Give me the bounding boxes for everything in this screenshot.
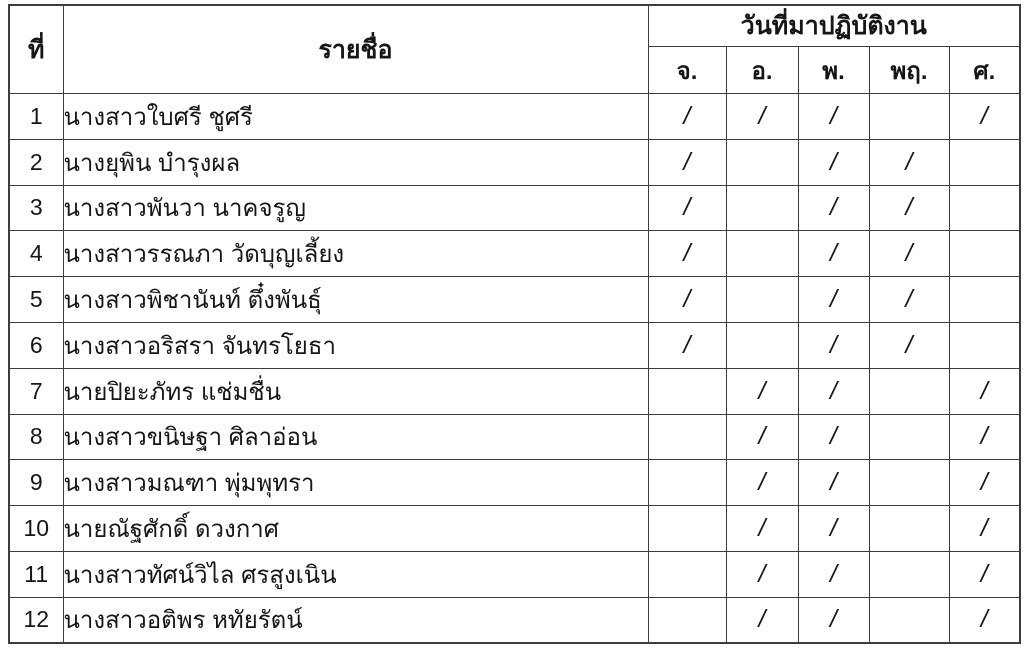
row-number-cell: 11 (9, 551, 63, 597)
table-row (9, 231, 1020, 277)
person-name-cell: นางสาวขนิษฐา ศิลาอ่อน (63, 414, 648, 460)
attendance-mark-monday (648, 597, 726, 643)
attendance-mark-thursday: / (869, 185, 949, 231)
attendance-mark-wednesday: / (798, 597, 869, 643)
attendance-mark-wednesday: / (798, 185, 869, 231)
attendance-mark-tuesday: / (726, 597, 798, 643)
attendance-mark-tuesday: / (726, 551, 798, 597)
person-name-cell: นางสาวรรณภา วัดบุญเลี้ยง (63, 231, 648, 277)
attendance-mark-tuesday: / (726, 460, 798, 506)
attendance-mark-tuesday (726, 139, 798, 185)
table-row (9, 414, 1020, 460)
column-header-thursday: พฤ. (869, 47, 949, 94)
row-number-cell: 6 (9, 322, 63, 368)
column-header-monday: จ. (648, 47, 726, 94)
attendance-mark-monday (648, 368, 726, 414)
table-row (9, 551, 1020, 597)
attendance-table (8, 4, 1021, 644)
attendance-mark-friday: / (949, 506, 1020, 552)
person-name-cell: นางยุพิน บำรุงผล (63, 139, 648, 185)
row-number-cell: 7 (9, 368, 63, 414)
attendance-mark-thursday: / (869, 322, 949, 368)
table-row (9, 597, 1020, 643)
attendance-mark-thursday: / (869, 277, 949, 323)
attendance-mark-friday: / (949, 414, 1020, 460)
column-header-friday: ศ. (949, 47, 1020, 94)
table-row (9, 460, 1020, 506)
attendance-mark-monday (648, 551, 726, 597)
attendance-mark-monday: / (648, 185, 726, 231)
row-number-cell: 2 (9, 139, 63, 185)
column-header-no: ที่ (9, 5, 63, 94)
attendance-mark-monday: / (648, 94, 726, 140)
attendance-mark-monday: / (648, 139, 726, 185)
row-number-cell: 1 (9, 94, 63, 140)
attendance-mark-friday (949, 139, 1020, 185)
attendance-mark-tuesday: / (726, 368, 798, 414)
person-name-cell: นางสาวใบศรี ชูศรี (63, 94, 648, 140)
table-row (9, 139, 1020, 185)
person-name-cell: นางสาวทัศน์วิไล ศรสูงเนิน (63, 551, 648, 597)
attendance-mark-monday (648, 506, 726, 552)
person-name-cell: นางสาวพิชานันท์ ตึ๋งพันธุ์ (63, 277, 648, 323)
attendance-mark-friday: / (949, 368, 1020, 414)
attendance-mark-thursday: / (869, 231, 949, 277)
attendance-mark-friday (949, 231, 1020, 277)
attendance-mark-friday (949, 277, 1020, 323)
attendance-mark-thursday (869, 551, 949, 597)
attendance-mark-thursday (869, 506, 949, 552)
attendance-mark-friday (949, 185, 1020, 231)
attendance-mark-tuesday: / (726, 414, 798, 460)
row-number-cell: 3 (9, 185, 63, 231)
table-row (9, 322, 1020, 368)
attendance-mark-friday (949, 322, 1020, 368)
person-name-cell: นางสาวพันวา นาคจรูญ (63, 185, 648, 231)
table-row (9, 368, 1020, 414)
column-header-tuesday: อ. (726, 47, 798, 94)
attendance-mark-thursday (869, 368, 949, 414)
table-row (9, 506, 1020, 552)
attendance-mark-wednesday: / (798, 94, 869, 140)
attendance-mark-thursday (869, 460, 949, 506)
attendance-mark-tuesday (726, 277, 798, 323)
attendance-mark-friday: / (949, 597, 1020, 643)
attendance-mark-wednesday: / (798, 139, 869, 185)
attendance-mark-monday (648, 460, 726, 506)
attendance-mark-friday: / (949, 94, 1020, 140)
table-row (9, 277, 1020, 323)
table-row (9, 185, 1020, 231)
attendance-mark-tuesday (726, 185, 798, 231)
attendance-mark-thursday: / (869, 139, 949, 185)
attendance-mark-tuesday: / (726, 506, 798, 552)
attendance-mark-thursday (869, 597, 949, 643)
row-number-cell: 5 (9, 277, 63, 323)
attendance-mark-wednesday: / (798, 460, 869, 506)
attendance-mark-monday: / (648, 322, 726, 368)
column-header-attendance-days: วันที่มาปฏิบัติงาน (648, 5, 1020, 47)
table-row (9, 94, 1020, 140)
attendance-mark-wednesday: / (798, 231, 869, 277)
attendance-mark-tuesday: / (726, 94, 798, 140)
person-name-cell: นางสาวอติพร หทัยรัตน์ (63, 597, 648, 643)
attendance-mark-wednesday: / (798, 414, 869, 460)
person-name-cell: นายณัฐศักดิ์ ดวงกาศ (63, 506, 648, 552)
attendance-mark-wednesday: / (798, 506, 869, 552)
column-header-name: รายชื่อ (63, 5, 648, 94)
attendance-mark-thursday (869, 94, 949, 140)
person-name-cell: นางสาวมณฑา พุ่มพุทรา (63, 460, 648, 506)
attendance-mark-monday (648, 414, 726, 460)
attendance-mark-tuesday (726, 231, 798, 277)
attendance-mark-tuesday (726, 322, 798, 368)
attendance-mark-thursday (869, 414, 949, 460)
header-row-group (9, 5, 1020, 47)
row-number-cell: 9 (9, 460, 63, 506)
person-name-cell: นางสาวอริสรา จันทรโยธา (63, 322, 648, 368)
attendance-mark-wednesday: / (798, 368, 869, 414)
person-name-cell: นายปิยะภัทร แช่มชื่น (63, 368, 648, 414)
attendance-mark-wednesday: / (798, 551, 869, 597)
row-number-cell: 4 (9, 231, 63, 277)
row-number-cell: 12 (9, 597, 63, 643)
column-header-wednesday: พ. (798, 47, 869, 94)
row-number-cell: 8 (9, 414, 63, 460)
row-number-cell: 10 (9, 506, 63, 552)
attendance-mark-friday: / (949, 460, 1020, 506)
attendance-mark-friday: / (949, 551, 1020, 597)
attendance-mark-monday: / (648, 277, 726, 323)
attendance-mark-wednesday: / (798, 277, 869, 323)
attendance-mark-wednesday: / (798, 322, 869, 368)
attendance-mark-monday: / (648, 231, 726, 277)
